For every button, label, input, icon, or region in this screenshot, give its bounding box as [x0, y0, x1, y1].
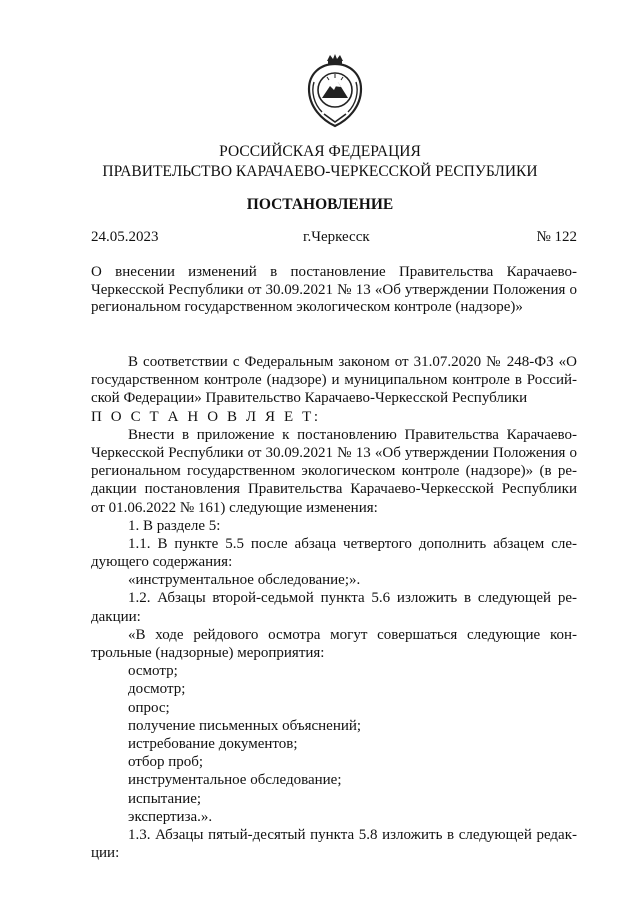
- body-line: В соответствии с Федеральным законом от 31.07.2020 № 248-ФЗ «О: [128, 354, 577, 370]
- list-item: инструментальное обследование;: [128, 772, 342, 789]
- document-type: ПОСТАНОВЛЕНИЕ: [246, 196, 394, 213]
- body-line: «В ходе рейдового осмотра могут совершаться следующие кон-: [128, 626, 577, 643]
- body-line: государственном контроле (надзоре) и муниципальном контроле в Россий-: [91, 372, 577, 389]
- document-meta: [91, 229, 577, 249]
- subject-line: региональном государственном экологическом контроле (надзоре)»: [91, 299, 523, 315]
- body-line: 1. В разделе 5:: [128, 517, 221, 534]
- document-date: 24.05.2023: [91, 229, 159, 245]
- document-number: № 122: [536, 229, 577, 245]
- list-item: получение письменных объяснений;: [128, 717, 362, 734]
- body-line: региональном государственном экологическом контроле (надзоре)» (в ре-: [91, 463, 577, 480]
- list-item: досмотр;: [128, 681, 186, 698]
- body-line: дующего содержания:: [91, 554, 233, 571]
- body-line: дакции постановления Правительства Карачаево-Черкесской Республики: [91, 481, 577, 498]
- document-city: г.Черкесск: [303, 229, 370, 245]
- list-item: экспертиза.».: [128, 808, 213, 825]
- body-line: Внести в приложение к постановлению Правительства Карачаево-: [128, 426, 577, 443]
- document-body: [91, 353, 577, 862]
- body-line: трольные (надзорные) мероприятия:: [91, 645, 325, 661]
- list-item: осмотр;: [128, 663, 178, 680]
- header-country: РОССИЙСКАЯ ФЕДЕРАЦИЯ: [219, 143, 421, 160]
- body-line: 1.3. Абзацы пятый-десятый пункта 5.8 изложить в следующей редак-: [128, 826, 577, 843]
- body-line: дакции:: [91, 608, 141, 625]
- body-line: 1.2. Абзацы второй-седьмой пункта 5.6 изложить в следующей ре-: [128, 590, 577, 607]
- list-item: опрос;: [128, 699, 170, 716]
- body-line: ской Федерации» Правительство Карачаево-Черкесской Республики: [91, 390, 528, 407]
- body-line: Черкесской Республики от 30.09.2021 № 13 «Об утверждении Положения о: [91, 444, 577, 461]
- list-item: отбор проб;: [128, 754, 204, 771]
- coat-of-arms-icon: [300, 52, 370, 132]
- document-subject: [91, 264, 577, 317]
- body-line: «инструментальное обследование;».: [128, 572, 361, 589]
- subject-line: О внесении изменений в постановление Правительства Карачаево-: [91, 264, 577, 280]
- list-item: испытание;: [128, 790, 202, 807]
- resolves-line: П О С Т А Н О В Л Я Е Т:: [91, 408, 321, 425]
- list-item: истребование документов;: [128, 735, 298, 752]
- subject-line: Черкесской Республики от 30.09.2021 № 13 «Об утверждении Положения о: [91, 281, 577, 298]
- header-government: ПРАВИТЕЛЬСТВО КАРАЧАЕВО-ЧЕРКЕССКОЙ РЕСПУБЛИКИ: [102, 163, 538, 180]
- body-line: 1.1. В пункте 5.5 после абзаца четвертого дополнить абзацем сле-: [128, 535, 577, 552]
- body-line: ции:: [91, 845, 120, 862]
- body-line: от 01.06.2022 № 161) следующие изменения:: [91, 499, 378, 516]
